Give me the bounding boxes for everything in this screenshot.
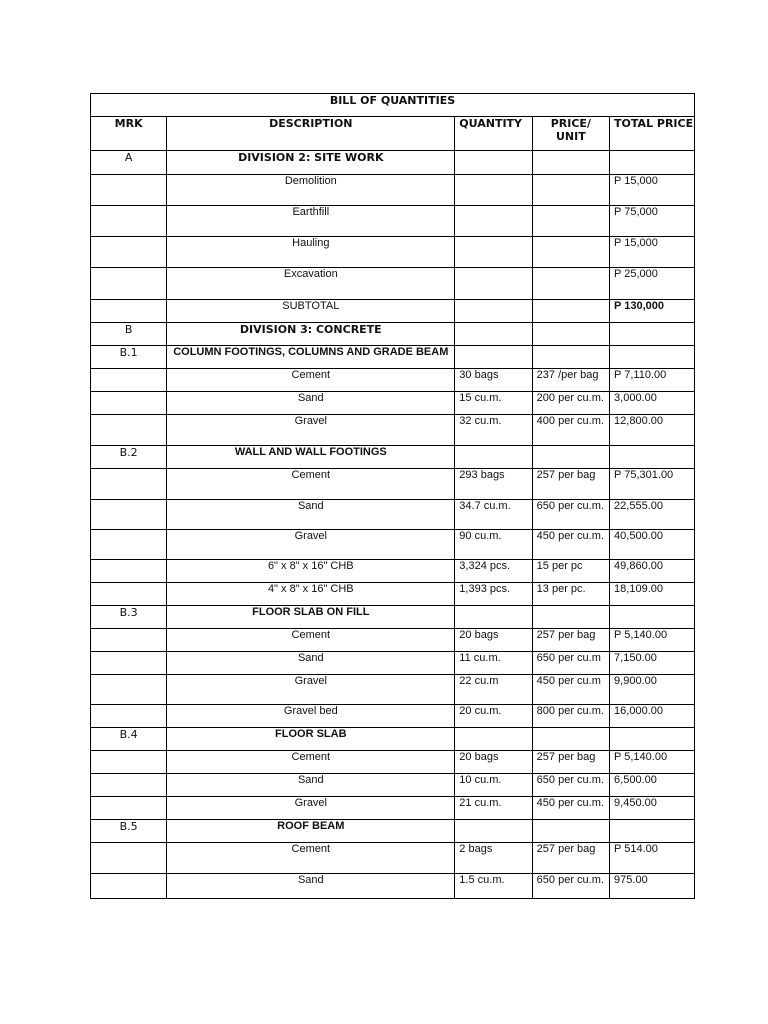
description-cell: Earthfill [167,206,455,237]
description-cell: Sand [167,652,455,675]
description-cell: Cement [167,369,455,392]
header-price-unit [532,117,609,151]
table-row [91,500,695,530]
price-unit-cell [532,323,609,346]
total-price-cell: P 7,110.00 [610,369,695,392]
description-cell: FLOOR SLAB ON FILL [167,606,455,629]
mark-cell [91,415,167,446]
total-price-cell: 9,900.00 [610,675,695,705]
total-price-cell: P 15,000 [610,175,695,206]
table-row [91,583,695,606]
price-unit-cell: 257 per bag [532,843,609,874]
quantity-cell: 21 cu.m. [455,797,532,820]
price-unit-cell [532,446,609,469]
subtotal-row [91,300,695,323]
total-price-cell: P 15,000 [610,237,695,268]
header-row [91,117,695,151]
total-price-cell [610,346,695,369]
quantity-cell: 30 bags [455,369,532,392]
mark-cell: B.4 [91,728,167,751]
header-price-unit-line1: PRICE/ [550,117,591,130]
quantity-cell: 34.7 cu.m. [455,500,532,530]
total-price-cell: 975.00 [610,874,695,899]
mark-cell [91,583,167,606]
price-unit-cell [532,346,609,369]
description-cell: Gravel [167,415,455,446]
mark-cell: B.5 [91,820,167,843]
total-price-cell: 49,860.00 [610,560,695,583]
table-row [91,469,695,500]
mark-cell [91,675,167,705]
quantity-cell: 15 cu.m. [455,392,532,415]
table-row [91,206,695,237]
price-unit-cell: 450 per cu.m [532,675,609,705]
division-row [91,151,695,175]
quantity-cell: 32 cu.m. [455,415,532,446]
total-price-cell: P 25,000 [610,268,695,300]
total-price-cell: P 75,000 [610,206,695,237]
table-body [91,94,695,899]
quantity-cell: 20 bags [455,629,532,652]
mark-cell [91,652,167,675]
mark-cell [91,469,167,500]
price-unit-cell: 450 per cu.m. [532,530,609,560]
mark-cell [91,774,167,797]
total-price-cell [610,820,695,843]
description-cell: Gravel [167,675,455,705]
quantity-cell [455,300,532,323]
total-price-cell: P 75,301.00 [610,469,695,500]
price-unit-cell: 237 /per bag [532,369,609,392]
header-quantity: QUANTITY [455,117,532,151]
quantity-cell: 3,324 pcs. [455,560,532,583]
description-cell: Cement [167,751,455,774]
price-unit-cell: 257 per bag [532,751,609,774]
price-unit-cell [532,237,609,268]
table-row [91,237,695,268]
price-unit-cell [532,820,609,843]
description-cell: Cement [167,843,455,874]
price-unit-cell: 650 per cu.m. [532,500,609,530]
title-row [91,94,695,117]
table-row [91,530,695,560]
total-price-cell [610,446,695,469]
price-unit-cell: 800 per cu.m. [532,705,609,728]
table-row [91,774,695,797]
subdivision-row [91,820,695,843]
mark-cell [91,369,167,392]
description-cell: Sand [167,874,455,899]
description-cell: Cement [167,469,455,500]
description-cell: FLOOR SLAB [167,728,455,751]
header-mrk: MRK [91,117,167,151]
description-cell: ROOF BEAM [167,820,455,843]
total-price-cell: 16,000.00 [610,705,695,728]
price-unit-cell: 200 per cu.m. [532,392,609,415]
total-price-cell: 3,000.00 [610,392,695,415]
table-row [91,392,695,415]
mark-cell [91,797,167,820]
total-price-cell [610,728,695,751]
table-row [91,675,695,705]
price-unit-cell: 15 per pc [532,560,609,583]
mark-cell [91,175,167,206]
mark-cell [91,300,167,323]
division-row [91,323,695,346]
total-price-cell: 7,150.00 [610,652,695,675]
document-title: BILL OF QUANTITIES [91,94,695,117]
description-cell: 6" x 8" x 16" CHB [167,560,455,583]
price-unit-cell: 13 per pc. [532,583,609,606]
price-unit-cell [532,151,609,175]
quantity-cell: 2 bags [455,843,532,874]
total-price-cell: 22,555.00 [610,500,695,530]
mark-cell [91,843,167,874]
description-cell: Hauling [167,237,455,268]
table-row [91,797,695,820]
total-price-cell: 18,109.00 [610,583,695,606]
table-row [91,751,695,774]
description-cell: Excavation [167,268,455,300]
bill-of-quantities-table [90,93,695,899]
mark-cell: B.3 [91,606,167,629]
quantity-cell: 11 cu.m. [455,652,532,675]
quantity-cell: 20 bags [455,751,532,774]
table-row [91,629,695,652]
description-cell: Cement [167,629,455,652]
subdivision-row [91,606,695,629]
price-unit-cell [532,268,609,300]
description-cell: Sand [167,500,455,530]
price-unit-cell: 257 per bag [532,469,609,500]
description-cell: 4" x 8" x 16" CHB [167,583,455,606]
mark-cell [91,237,167,268]
description-cell: Gravel [167,797,455,820]
quantity-cell [455,728,532,751]
price-unit-cell: 400 per cu.m. [532,415,609,446]
subdivision-row [91,728,695,751]
quantity-cell: 22 cu.m [455,675,532,705]
mark-cell: B.1 [91,346,167,369]
table-row [91,705,695,728]
quantity-cell: 20 cu.m. [455,705,532,728]
mark-cell [91,206,167,237]
total-price-cell: P 130,000 [610,300,695,323]
subdivision-row [91,446,695,469]
subdivision-row [91,346,695,369]
table-row [91,560,695,583]
mark-cell [91,500,167,530]
quantity-cell [455,446,532,469]
total-price-cell: P 5,140.00 [610,751,695,774]
description-cell: Gravel [167,530,455,560]
mark-cell: A [91,151,167,175]
description-cell: DIVISION 2: SITE WORK [167,151,455,175]
total-price-cell: 40,500.00 [610,530,695,560]
table-row [91,268,695,300]
total-price-cell [610,151,695,175]
price-unit-cell [532,175,609,206]
total-price-cell: P 5,140.00 [610,629,695,652]
description-cell: COLUMN FOOTINGS, COLUMNS AND GRADE BEAM [167,346,455,369]
mark-cell [91,560,167,583]
table-row [91,369,695,392]
mark-cell: B.2 [91,446,167,469]
price-unit-cell: 650 per cu.m. [532,874,609,899]
description-cell: Demolition [167,175,455,206]
quantity-cell [455,820,532,843]
header-total-price: TOTAL PRICE [610,117,695,151]
total-price-cell: 6,500.00 [610,774,695,797]
table-row [91,874,695,899]
mark-cell [91,629,167,652]
description-cell: SUBTOTAL [167,300,455,323]
total-price-cell: 12,800.00 [610,415,695,446]
price-unit-cell [532,606,609,629]
quantity-cell [455,346,532,369]
quantity-cell: 10 cu.m. [455,774,532,797]
total-price-cell [610,323,695,346]
mark-cell [91,705,167,728]
quantity-cell [455,268,532,300]
total-price-cell: 9,450.00 [610,797,695,820]
mark-cell [91,392,167,415]
price-unit-cell [532,206,609,237]
price-unit-cell: 650 per cu.m. [532,774,609,797]
price-unit-cell [532,728,609,751]
description-cell: Sand [167,774,455,797]
description-cell: Gravel bed [167,705,455,728]
total-price-cell [610,606,695,629]
description-cell: Sand [167,392,455,415]
mark-cell [91,530,167,560]
quantity-cell [455,206,532,237]
quantity-cell: 293 bags [455,469,532,500]
mark-cell [91,874,167,899]
quantity-cell [455,151,532,175]
quantity-cell [455,606,532,629]
quantity-cell [455,237,532,268]
quantity-cell: 90 cu.m. [455,530,532,560]
mark-cell [91,268,167,300]
header-description: DESCRIPTION [167,117,455,151]
price-unit-cell: 257 per bag [532,629,609,652]
mark-cell: B [91,323,167,346]
table-row [91,415,695,446]
mark-cell [91,751,167,774]
price-unit-cell: 650 per cu.m [532,652,609,675]
description-cell: WALL AND WALL FOOTINGS [167,446,455,469]
table-row [91,843,695,874]
quantity-cell [455,323,532,346]
table-row [91,652,695,675]
quantity-cell: 1,393 pcs. [455,583,532,606]
description-cell: DIVISION 3: CONCRETE [167,323,455,346]
price-unit-cell [532,300,609,323]
quantity-cell [455,175,532,206]
table-row [91,175,695,206]
quantity-cell: 1.5 cu.m. [455,874,532,899]
total-price-cell: P 514.00 [610,843,695,874]
header-price-unit-line2: UNIT [555,130,586,143]
price-unit-cell: 450 per cu.m. [532,797,609,820]
